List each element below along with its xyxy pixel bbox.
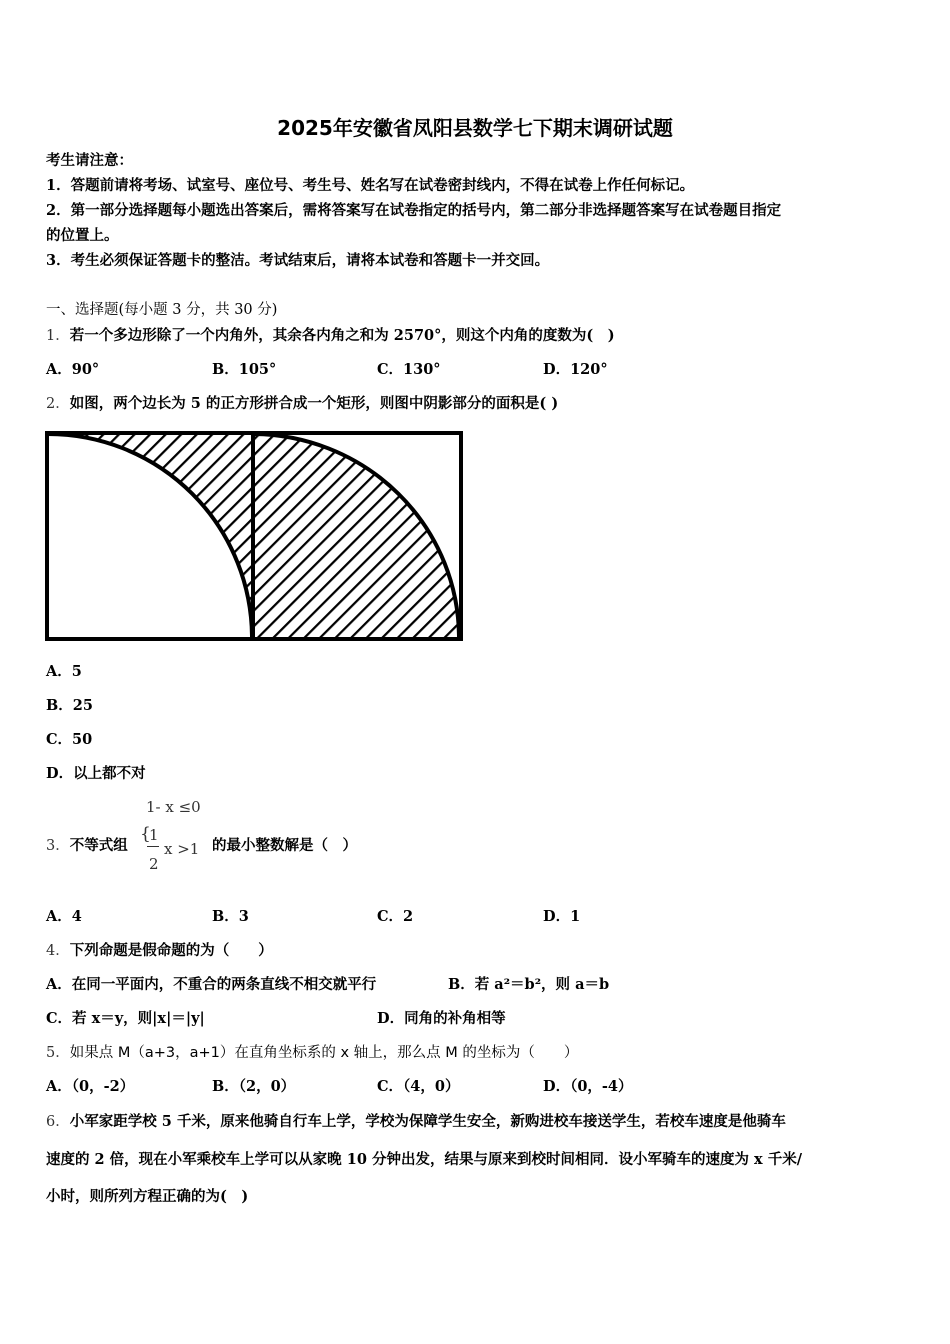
question-2	[46, 394, 558, 414]
question-number: 5．	[46, 1045, 70, 1061]
notice-heading: 考生请注意：	[46, 152, 133, 169]
question-6-line-3: 小时，则所列方程正确的为( )	[46, 1188, 249, 1205]
question-6-line-2: 速度的 2 倍，现在小军乘校车上学可以从家晚 10 分钟出发，结果与原来到校时间相同．设小军骑车的速度为 x 千米/	[46, 1151, 802, 1168]
question-text-line-1: 小军家距学校 5 千米，原来他骑自行车上学，学校为保障学生安全，新购进校车接送学生，若校车速度是他骑车	[69, 1113, 786, 1130]
question-number: 2．	[46, 396, 70, 412]
inequality-line-1: 1- x ≤0	[146, 798, 201, 816]
notice-item-2: 2．第一部分选择题每小题选出答案后，需将答案写在试卷指定的括号内，第二部分非选择题答案写在试卷题目指定	[46, 202, 782, 219]
fraction-bar	[147, 846, 159, 847]
question-text: 若一个多边形除了一个内角外，其余各内角之和为 2570°，则这个内角的度数为( )	[69, 327, 615, 344]
question-text: 如图，两个边长为 5 的正方形拼合成一个矩形，则图中阴影部分的面积是( )	[69, 395, 559, 412]
q1-option-b: B．105°	[212, 361, 277, 378]
question-5	[46, 1043, 578, 1063]
q2-option-b: B．25	[46, 697, 93, 714]
q3-option-c: C．2	[377, 908, 414, 925]
q2-option-a: A．5	[46, 663, 82, 680]
question-text: 如果点 M（a+3，a+1）在直角坐标系的 x 轴上，那么点 M 的坐标为（ ）	[69, 1045, 579, 1061]
two-squares-figure	[44, 430, 464, 645]
question-number: 4．	[46, 943, 70, 959]
question-number: 3．	[46, 838, 70, 854]
question-3	[46, 836, 128, 856]
question-number: 1．	[46, 328, 70, 344]
inequality-brace: {	[140, 824, 151, 844]
q4-option-b: B．若 a²＝b²，则 a＝b	[448, 976, 610, 993]
question-6	[46, 1112, 786, 1132]
inequality-frac-numerator: 1	[149, 826, 159, 844]
question-text-before: 不等式组	[69, 837, 128, 854]
q5-option-c: C．（4，0）	[377, 1078, 460, 1095]
question-number: 6．	[46, 1114, 70, 1130]
q1-option-a: A．90°	[46, 361, 100, 378]
q1-option-c: C．130°	[377, 361, 441, 378]
question-1	[46, 326, 615, 346]
notice-item-1: 1．答题前请将考场、试室号、座位号、考生号、姓名写在试卷密封线内，不得在试卷上作任何标记。	[46, 177, 695, 194]
inequality-line-2: x >1	[164, 840, 200, 858]
question-3-text-after: 的最小整数解是（ ）	[212, 837, 357, 854]
q3-option-a: A．4	[46, 908, 82, 925]
q2-option-d: D．以上都不对	[46, 765, 146, 782]
q1-option-d: D．120°	[543, 361, 608, 378]
inequality-frac-denominator: 2	[149, 855, 159, 873]
q5-option-d: D．（0，-4）	[543, 1078, 633, 1095]
q5-option-b: B．（2，0）	[212, 1078, 296, 1095]
page-title: 2025年安徽省凤阳县数学七下期末调研试题	[277, 116, 673, 140]
q3-option-b: B．3	[212, 908, 249, 925]
question-text: 下列命题是假命题的为（ ）	[69, 942, 273, 959]
q4-option-c: C．若 x＝y，则|x|＝|y|	[46, 1010, 205, 1027]
q5-option-a: A．（0，-2）	[46, 1078, 135, 1095]
q4-option-d: D．同角的补角相等	[377, 1010, 506, 1027]
q4-option-a: A．在同一平面内，不重合的两条直线不相交就平行	[46, 976, 377, 993]
notice-item-2-cont: 的位置上。	[46, 227, 119, 244]
notice-item-3: 3．考生必须保证答题卡的整洁。考试结束后，请将本试卷和答题卡一并交回。	[46, 252, 550, 269]
q3-option-d: D．1	[543, 908, 581, 925]
section-heading: 一、选择题(每小题 3 分，共 30 分)	[46, 302, 278, 318]
question-4	[46, 941, 273, 961]
q2-option-c: C．50	[46, 731, 93, 748]
